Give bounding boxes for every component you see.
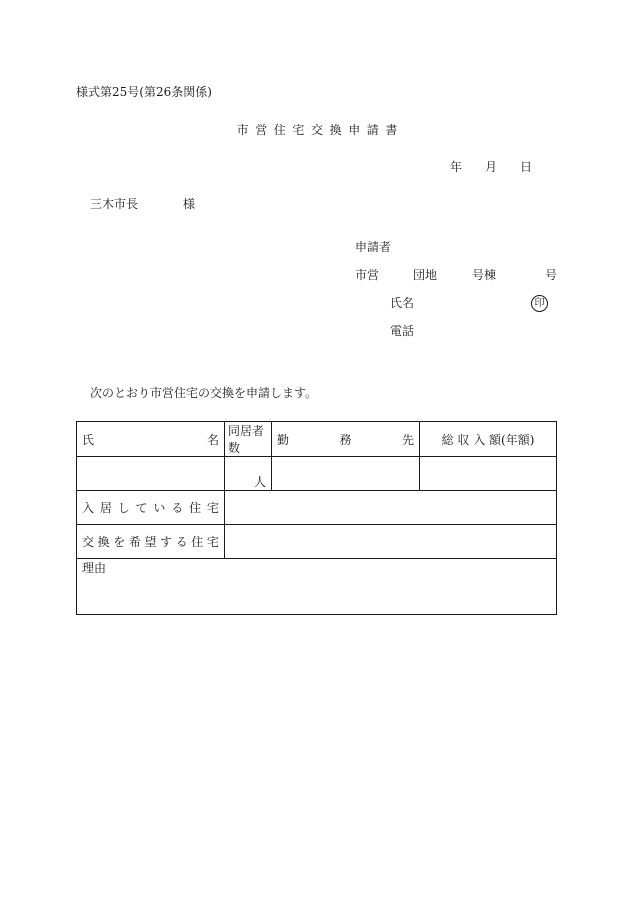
residence-unit-label: 号 [545,268,558,282]
form-number: 様式第25号(第26条関係) [76,85,212,99]
reason-cell[interactable] [77,559,557,615]
header-workplace: 勤 務 先 [272,422,420,457]
application-table [76,421,557,615]
form-title: 市営住宅交換申請書 [236,123,404,137]
addressee-honorific: 様 [183,197,196,211]
workplace-input-cell[interactable] [272,457,420,491]
date-day-label: 日 [520,160,533,174]
reason-label: 理由 [82,561,107,575]
household-count-cell[interactable] [225,457,272,491]
current-residence-label: 入 居 し て い る 住 宅 [77,491,225,525]
date-year-label: 年 [450,160,463,174]
name-input-cell[interactable] [77,457,225,491]
seal-mark-icon: 印 [531,295,548,312]
desired-residence-label: 交 換 を 希 望 す る 住 宅 [77,525,225,559]
header-household-count: 同居者数 [225,422,272,457]
residence-building-label: 号棟 [472,268,497,282]
header-name: 氏 名 [77,422,225,457]
income-input-cell[interactable] [420,457,557,491]
current-residence-input-cell[interactable] [225,491,557,525]
header-total-income: 総 収 入 額(年額) [420,422,557,457]
date-month-label: 月 [485,160,498,174]
residence-danchi-label: 団地 [413,268,438,282]
desired-residence-input-cell[interactable] [225,525,557,559]
household-unit-label: 人 [253,475,266,489]
applicant-phone-label: 電話 [390,324,415,338]
addressee-name: 三木市長 [90,197,139,211]
residence-city-label: 市営 [355,268,380,282]
applicant-label: 申請者 [355,240,392,254]
intro-text: 次のとおり市営住宅の交換を申請します。 [90,386,318,400]
applicant-name-label: 氏名 [390,296,415,310]
